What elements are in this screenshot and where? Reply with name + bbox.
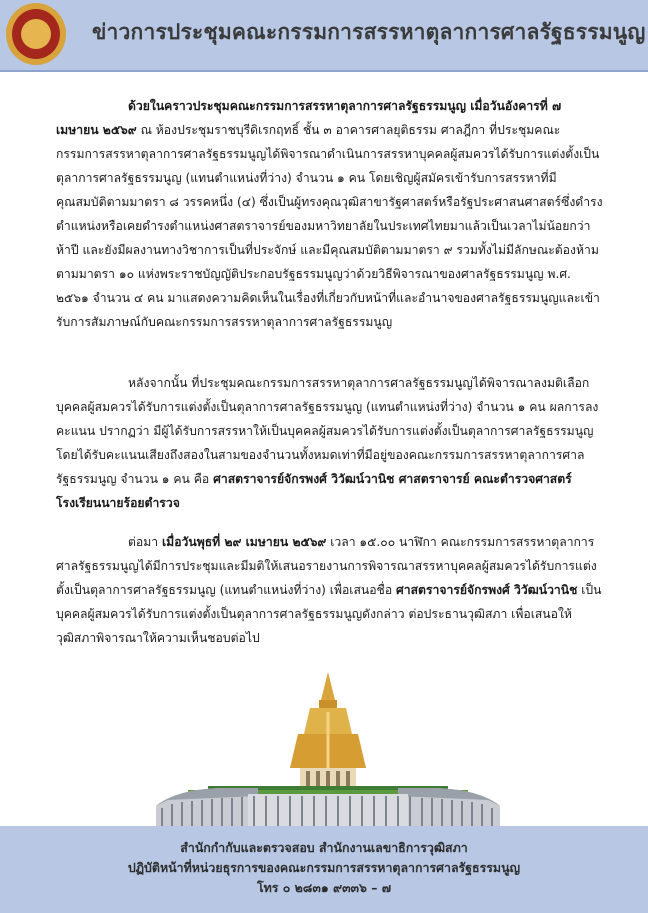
paragraph-3-text-c: เป็นบุคคลผู้สมควรได้รับการแต่งตั้งเป็นตุลาการศาลรัฐธรรมนูญดังกล่าว ต่อประธานวุฒิสภา เพื่อเสนอให้วุฒิสภาพิจารณาให้ความเห็นชอบต่อไป — [56, 583, 602, 645]
paragraph-2 — [56, 371, 604, 515]
selected-candidate-name: ศาสตราจารย์จักรพงศ์ วิวัฒน์วานิช ศาสตราจารย์ คณะตำรวจศาสตร์ โรงเรียนนายร้อยตำรวจ — [56, 472, 572, 510]
paragraph-1-lead: ด้วยในคราวประชุมคณะกรรมการสรรหาตุลาการศาลรัฐธรรมนูญ เมื่อวันอังคารที่ ๗ เมษายน ๒๕๖๙ — [56, 99, 562, 137]
paragraph-3 — [56, 530, 604, 650]
constitutional-court-seal-icon — [6, 3, 66, 65]
paragraph-1 — [56, 94, 604, 334]
footer-banner — [0, 826, 648, 913]
news-body — [0, 70, 648, 828]
meeting-date: เมื่อวันพุธที่ ๒๙ เมษายน ๒๕๖๙ — [162, 535, 327, 549]
footer-office: สำนักกำกับและตรวจสอบ สำนักงานเลขาธิการวุฒิสภา — [180, 840, 468, 855]
header-banner — [0, 0, 648, 70]
nominee-name: ศาสตราจารย์จักรพงศ์ วิวัฒน์วานิช — [396, 583, 578, 597]
footer-role: ปฏิบัติหน้าที่หน่วยธุรการของคณะกรรมการสรรหาตุลาการศาลรัฐธรรมนูญ — [127, 860, 521, 875]
paragraph-1-text: ณ ห้องประชุมราชบุรีดิเรกฤทธิ์ ชั้น ๓ อาคารศาลยุติธรรม ศาลฎีกา ที่ประชุมคณะกรรมการสรรหาตุลาการศาลรัฐธรรมนูญได้พิจารณาดำเนินการสรรหาบุคคลผู้สมควรได้รับการแต่งตั้งเป็นตุลาการศาลรัฐธรรมนูญ (แทนตำแหน่งที่ว่าง) จำนวน ๑ คน โดยเชิญผู้สมัครเข้ารับการสรรหาที่มีคุณสมบัติตามมาตรา ๘ วรรคหนึ่ง (๔) ซึ่งเป็นผู้ทรงคุณวุฒิสาขารัฐศาสตร์หรือรัฐประศาสนศาสตร์ซึ่งดำรงตำแหน่งหรือเคยดำรงตำแหน่งศาสตราจารย์ของมหาวิทยาลัยในประเทศไทยมาแล้วเป็นเวลาไม่น้อยกว่าห้าปี และยังมีผลงานทางวิชาการเป็นที่ประจักษ์ และมีคุณสมบัติตามมาตรา ๙ รวมทั้งไม่มีลักษณะต้องห้ามตามมาตรา ๑๐ แห่งพระราชบัญญัติประกอบรัฐธรรมนูญว่าด้วยวิธีพิจารณาของศาลรัฐธรรมนูญ พ.ศ. ๒๕๖๑ จำนวน ๔ คน มาแสดงความคิดเห็นในเรื่องที่เกี่ยวกับหน้าที่และอำนาจของศาลรัฐธรรมนูญและเข้ารับการสัมภาษณ์กับคณะกรรมการสรรหาตุลาการศาลรัฐธรรมนูญ — [56, 123, 603, 329]
paragraph-3-text-b: เวลา ๑๕.๐๐ นาฬิกา คณะกรรมการสรรหาตุลาการศาลรัฐธรรมนูญได้มีการประชุมและมีมติให้เสนอรายงานการพิจารณาสรรหาบุคคลผู้สมควรได้รับการแต่งตั้งเป็นตุลาการศาลรัฐธรรมนูญ (แทนตำแหน่งที่ว่าง) เพื่อเสนอชื่อ — [56, 535, 597, 597]
paragraph-3-text-a: ต่อมา — [128, 535, 162, 549]
footer-phone: โทร ๐ ๒๘๓๑ ๙๓๓๖ – ๗ — [256, 880, 392, 895]
parliament-building-illustration — [148, 672, 508, 832]
paragraph-2-text: หลังจากนั้น ที่ประชุมคณะกรรมการสรรหาตุลาการศาลรัฐธรรมนูญได้พิจารณาลงมติเลือกบุคคลผู้สมควรได้รับการแต่งตั้งเป็นตุลาการศาลรัฐธรรมนูญ (แทนตำแหน่งที่ว่าง) จำนวน ๑ คน ผลการลงคะแนน ปรากฏว่า มีผู้ได้รับการสรรหาให้เป็นบุคคลผู้สมควรได้รับการแต่งตั้งเป็นตุลาการศาลรัฐธรรมนูญ โดยได้รับคะแนนเสียงถึงสองในสามของจำนวนทั้งหมดเท่าที่มีอยู่ของคณะกรรมการสรรหาตุลาการศาลรัฐธรรมนูญ จำนวน ๑ คน คือ — [56, 376, 599, 486]
page-title: ข่าวการประชุมคณะกรรมการสรรหาตุลาการศาลรัฐธรรมนูญ — [92, 20, 646, 44]
